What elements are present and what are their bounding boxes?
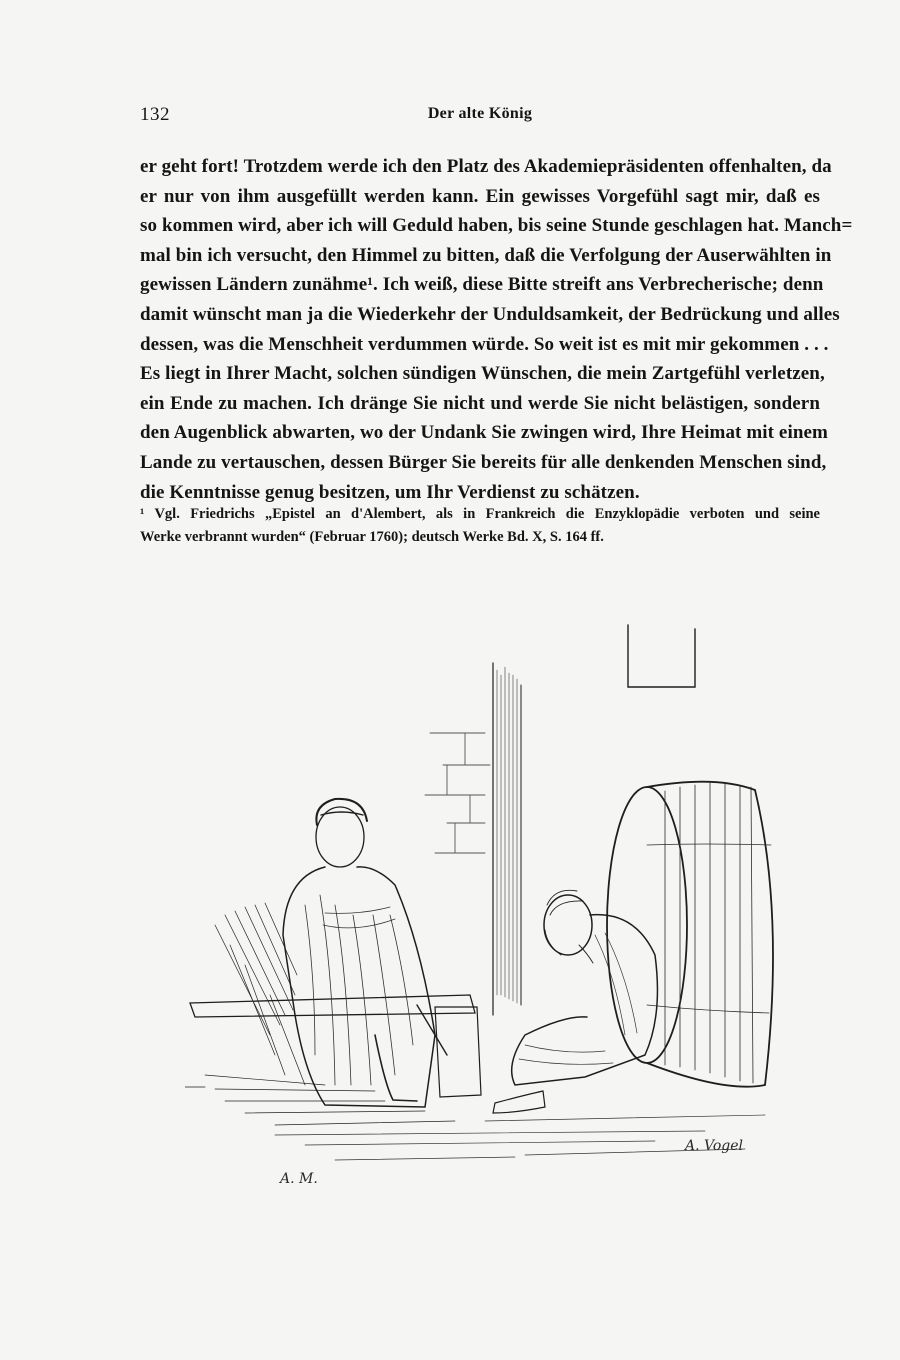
- text-line: den Augenblick abwarten, wo der Undank Sie zwingen wird, Ihre Heimat mit einem: [140, 422, 828, 444]
- engraving-illustration: [185, 615, 785, 1195]
- footnote-line: Werke verbrannt wurden“ (Februar 1760); deutsch Werke Bd. X, S. 164 ff.: [140, 529, 604, 545]
- text-line: ein Ende zu machen. Ich dränge Sie nicht und werde Sie nicht belästigen, sondern: [140, 392, 820, 414]
- text-line: er nur von ihm ausgefüllt werden kann. Ein gewisses Vorgefühl sagt mir, daß es: [140, 185, 820, 207]
- engraving-drawing: [185, 615, 785, 1195]
- text-line: er geht fort! Trotzdem werde ich den Platz des Akademiepräsidenten offenhalten, da: [140, 156, 832, 177]
- text-line: so kommen wird, aber ich will Geduld haben, bis seine Stunde geschlagen hat. Manch=: [140, 215, 853, 237]
- page-number: 132: [140, 104, 170, 125]
- text-line: gewissen Ländern zunähme¹. Ich weiß, diese Bitte streift ans Verbrecherische; denn: [140, 274, 824, 296]
- footnote: [140, 503, 820, 549]
- page-header: [140, 104, 820, 128]
- text-line: dessen, was die Menschheit verdummen würde. So weit ist es mit mir gekommen . . .: [140, 333, 829, 355]
- text-line: damit wünscht man ja die Wiederkehr der Unduldsamkeit, der Bedrückung und alles: [140, 303, 840, 325]
- text-line: die Kenntnisse genug besitzen, um Ihr Verdienst zu schätzen.: [140, 481, 640, 503]
- signature-left: A. M.: [280, 1171, 318, 1187]
- text-line: Es liegt in Ihrer Macht, solchen sündigen Wünschen, die mein Zartgefühl verletzen,: [140, 363, 825, 385]
- footnote-line: ¹ Vgl. Friedrichs „Epistel an d'Alembert, als in Frankreich die Enzyklopädie verboten und seine: [140, 506, 820, 522]
- signature-right: A. Vogel: [685, 1138, 743, 1154]
- text-line: Lande zu vertauschen, dessen Bürger Sie bereits für alle denkenden Menschen sind,: [140, 451, 827, 473]
- text-line: mal bin ich versucht, den Himmel zu bitten, daß die Verfolgung der Auserwählten in: [140, 244, 832, 266]
- running-head: Der alte König: [427, 105, 533, 122]
- body-text: [140, 152, 853, 507]
